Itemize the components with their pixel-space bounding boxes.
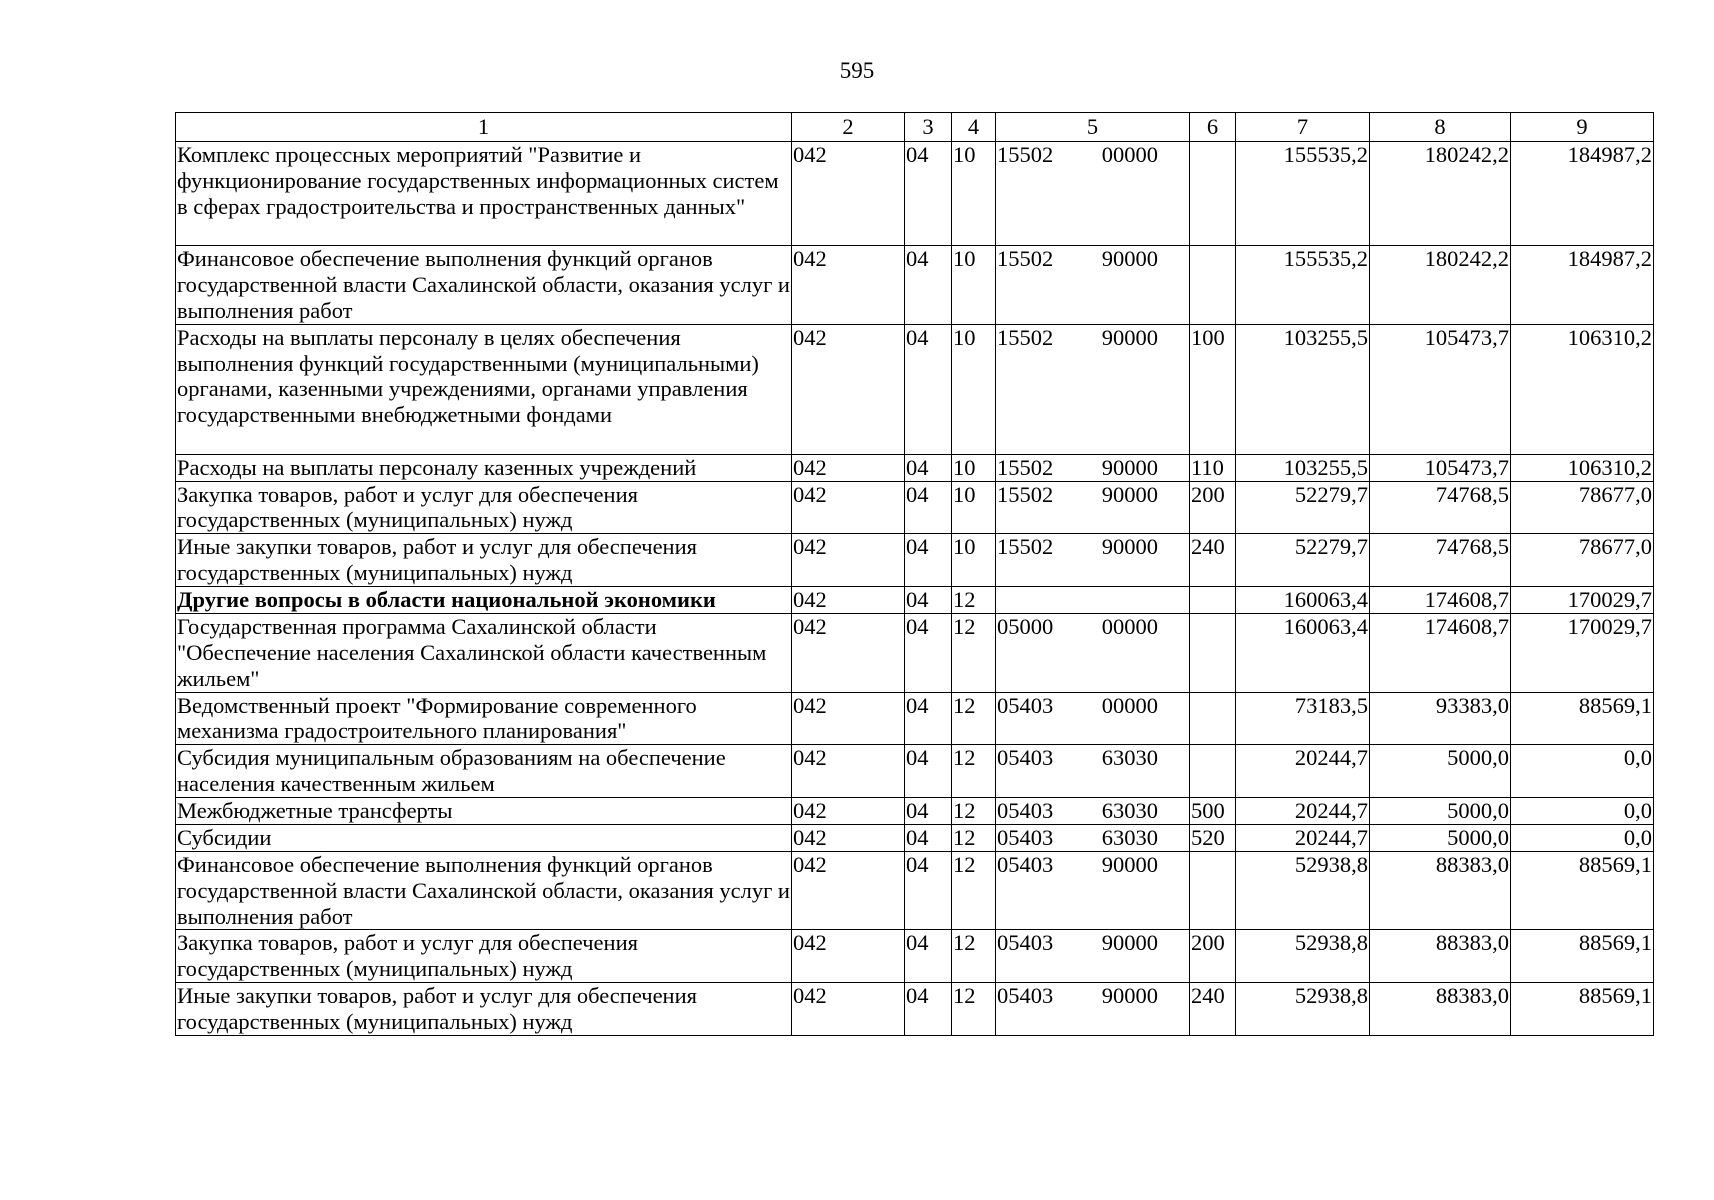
row-code-5-group [997, 693, 1188, 719]
row-code-5-group [997, 482, 1188, 508]
row-code-6: 200 [1190, 930, 1236, 983]
table-row [176, 613, 1654, 692]
row-name: Другие вопросы в области национальной экономики [176, 587, 792, 614]
row-code-3: 04 [905, 851, 952, 930]
row-code-2: 042 [792, 481, 905, 534]
row-code-5 [996, 798, 1190, 825]
row-amount-7: 52938,8 [1236, 930, 1370, 983]
row-name: Расходы на выплаты персоналу казенных учреждений [176, 454, 792, 481]
row-code-6: 520 [1190, 824, 1236, 851]
row-code-6 [1190, 142, 1236, 246]
row-code-3: 04 [905, 324, 952, 454]
table-row [176, 798, 1654, 825]
row-amount-9: 78677,0 [1511, 481, 1654, 534]
row-code-5-direction: 90000 [1101, 851, 1158, 877]
row-code-5-group [997, 325, 1188, 351]
row-amount-8: 174608,7 [1370, 587, 1511, 614]
row-amount-8: 74768,5 [1370, 481, 1511, 534]
table-row [176, 851, 1654, 930]
row-code-5-direction: 63030 [1101, 798, 1158, 823]
row-code-5-program: 05403 [997, 851, 1054, 877]
row-code-5 [996, 246, 1190, 325]
row-code-4: 10 [952, 324, 996, 454]
row-amount-9: 106310,2 [1511, 454, 1654, 481]
row-code-6 [1190, 851, 1236, 930]
page-number: 595 [839, 58, 875, 83]
row-amount-9: 0,0 [1511, 745, 1654, 798]
row-code-4: 12 [952, 613, 996, 692]
row-code-5-program: 05403 [997, 798, 1054, 823]
row-amount-8: 88383,0 [1370, 930, 1511, 983]
row-code-5-direction: 90000 [1101, 930, 1158, 956]
row-code-3: 04 [905, 824, 952, 851]
table-row [176, 983, 1654, 1036]
table-row [176, 692, 1654, 745]
row-code-5-direction: 90000 [1101, 534, 1158, 560]
row-amount-9: 0,0 [1511, 824, 1654, 851]
row-code-5 [996, 142, 1190, 246]
row-name: Межбюджетные трансферты [176, 798, 792, 825]
row-code-3: 04 [905, 983, 952, 1036]
row-code-5 [996, 824, 1190, 851]
header-cell-5: 5 [996, 113, 1190, 142]
table-row [176, 142, 1654, 246]
row-amount-7: 20244,7 [1236, 798, 1370, 825]
row-code-2: 042 [792, 534, 905, 587]
table-body [176, 113, 1654, 1036]
row-code-5 [996, 324, 1190, 454]
row-code-3: 04 [905, 798, 952, 825]
row-code-2: 042 [792, 142, 905, 246]
row-code-6: 240 [1190, 983, 1236, 1036]
row-amount-8: 88383,0 [1370, 851, 1511, 930]
header-row [176, 113, 1654, 142]
row-code-5-direction: 00000 [1101, 142, 1158, 167]
row-code-5-group [997, 983, 1188, 1009]
row-amount-9: 78677,0 [1511, 534, 1654, 587]
row-amount-8: 180242,2 [1370, 142, 1511, 246]
row-code-6 [1190, 613, 1236, 692]
row-amount-8: 74768,5 [1370, 534, 1511, 587]
row-code-5-group [997, 852, 1188, 878]
row-code-5 [996, 692, 1190, 745]
row-code-2: 042 [792, 824, 905, 851]
row-code-5-program: 05403 [997, 745, 1054, 771]
row-name: Субсидии [176, 824, 792, 851]
row-name: Финансовое обеспечение выполнения функций органов государственной власти Сахалинской области, оказания услуг и выполнения работ [177, 851, 790, 929]
row-name: Комплекс процессных мероприятий "Развитие и функционирование государственных информационных систем в сферах градостроительства и пространственных данных" [176, 142, 792, 246]
row-code-3: 04 [905, 587, 952, 614]
row-code-5-program: 15502 [997, 142, 1054, 167]
table-row [176, 454, 1654, 481]
row-amount-9: 88569,1 [1511, 930, 1654, 983]
row-code-5-direction: 90000 [1101, 246, 1158, 271]
row-code-4: 10 [952, 481, 996, 534]
row-name: Ведомственный проект "Формирование современного механизма градостроительного планирования" [176, 692, 792, 745]
row-amount-7: 20244,7 [1236, 824, 1370, 851]
row-code-5-direction: 00000 [1101, 692, 1158, 718]
row-name: Закупка товаров, работ и услуг для обеспечения государственных (муниципальных) нужд [176, 930, 792, 983]
row-amount-7: 103255,5 [1236, 454, 1370, 481]
row-code-5-direction: 63030 [1101, 745, 1158, 771]
row-code-2: 042 [792, 324, 905, 454]
row-code-5-program: 15502 [997, 454, 1054, 480]
row-amount-8: 174608,7 [1370, 613, 1511, 692]
row-amount-8: 5000,0 [1370, 745, 1511, 798]
row-amount-7: 52279,7 [1236, 534, 1370, 587]
row-code-5-group [997, 246, 1188, 272]
row-code-3: 04 [905, 481, 952, 534]
header-cell-1: 1 [176, 113, 792, 142]
table-row [176, 324, 1654, 454]
row-amount-7: 52938,8 [1236, 851, 1370, 930]
row-code-5-direction: 90000 [1101, 983, 1158, 1009]
row-amount-8: 105473,7 [1370, 324, 1511, 454]
row-name: Финансовое обеспечение выполнения функций органов государственной власти Сахалинской области, оказания услуг и выполнения работ [177, 246, 790, 323]
header-cell-4: 4 [952, 113, 996, 142]
row-name: Закупка товаров, работ и услуг для обеспечения государственных (муниципальных) нужд [176, 481, 792, 534]
row-code-5-program: 05403 [997, 692, 1054, 718]
row-code-4: 12 [952, 692, 996, 745]
row-name: Субсидия муниципальным образованиям на обеспечение населения качественным жильем [176, 745, 792, 798]
row-code-5-program: 15502 [997, 534, 1054, 560]
row-amount-7: 73183,5 [1236, 692, 1370, 745]
row-amount-7: 160063,4 [1236, 587, 1370, 614]
row-name: Иные закупки товаров, работ и услуг для обеспечения государственных (муниципальных) нужд [176, 983, 792, 1036]
row-code-6 [1190, 246, 1236, 325]
row-code-4: 10 [952, 142, 996, 246]
row-code-2: 042 [792, 851, 905, 930]
row-code-2: 042 [792, 983, 905, 1036]
row-code-4: 10 [952, 454, 996, 481]
row-amount-9: 0,0 [1511, 798, 1654, 825]
row-code-5-direction: 90000 [1101, 454, 1158, 480]
header-cell-3: 3 [905, 113, 952, 142]
row-amount-9: 170029,7 [1511, 613, 1654, 692]
row-code-5 [996, 454, 1190, 481]
row-code-3: 04 [905, 692, 952, 745]
row-amount-7: 103255,5 [1236, 324, 1370, 454]
row-code-5 [996, 983, 1190, 1036]
row-code-5-program: 15502 [997, 481, 1054, 507]
row-amount-8: 105473,7 [1370, 454, 1511, 481]
row-amount-9: 88569,1 [1511, 983, 1654, 1036]
budget-table [175, 112, 1654, 1036]
row-code-5-direction: 90000 [1101, 324, 1158, 350]
row-code-3: 04 [905, 534, 952, 587]
row-amount-8: 5000,0 [1370, 824, 1511, 851]
row-code-4: 12 [952, 587, 996, 614]
row-amount-9: 170029,7 [1511, 587, 1654, 614]
header-cell-8: 8 [1370, 113, 1511, 142]
row-code-2: 042 [792, 454, 905, 481]
row-code-5-program: 15502 [997, 324, 1054, 350]
row-code-2: 042 [792, 587, 905, 614]
row-code-2: 042 [792, 613, 905, 692]
row-code-6: 110 [1190, 454, 1236, 481]
row-amount-7: 155535,2 [1236, 246, 1370, 325]
row-code-5-direction: 90000 [1101, 481, 1158, 507]
row-code-5 [996, 587, 1190, 614]
row-code-3: 04 [905, 454, 952, 481]
row-code-4: 12 [952, 930, 996, 983]
row-amount-8: 180242,2 [1370, 246, 1511, 325]
row-code-5 [996, 745, 1190, 798]
row-code-6: 240 [1190, 534, 1236, 587]
row-code-3: 04 [905, 930, 952, 983]
row-amount-8: 93383,0 [1370, 692, 1511, 745]
row-code-6 [1190, 745, 1236, 798]
row-amount-7: 52279,7 [1236, 481, 1370, 534]
row-code-6: 100 [1190, 324, 1236, 454]
row-code-5-program: 05403 [997, 824, 1054, 850]
row-code-2: 042 [792, 798, 905, 825]
row-code-4: 12 [952, 745, 996, 798]
row-code-6: 500 [1190, 798, 1236, 825]
row-code-3: 04 [905, 246, 952, 325]
row-amount-7: 52938,8 [1236, 983, 1370, 1036]
row-code-3: 04 [905, 745, 952, 798]
row-code-5 [996, 534, 1190, 587]
row-code-5-group [997, 930, 1188, 956]
row-code-5-direction: 63030 [1101, 824, 1158, 850]
row-code-5-program: 05000 [997, 613, 1054, 639]
row-code-5-direction: 00000 [1101, 613, 1158, 639]
row-code-4: 10 [952, 246, 996, 325]
row-amount-8: 88383,0 [1370, 983, 1511, 1036]
row-code-4: 12 [952, 824, 996, 851]
row-code-2: 042 [792, 246, 905, 325]
row-amount-9: 88569,1 [1511, 851, 1654, 930]
row-code-5 [996, 613, 1190, 692]
row-amount-9: 88569,1 [1511, 692, 1654, 745]
row-amount-7: 20244,7 [1236, 745, 1370, 798]
table-row [176, 534, 1654, 587]
row-code-6 [1190, 587, 1236, 614]
row-code-5-program: 15502 [997, 246, 1054, 271]
row-code-5-group [997, 142, 1188, 168]
row-amount-9: 184987,2 [1511, 246, 1654, 325]
header-cell-2: 2 [792, 113, 905, 142]
row-code-2: 042 [792, 745, 905, 798]
row-code-5-program: 05403 [997, 930, 1054, 956]
row-amount-9: 106310,2 [1511, 324, 1654, 454]
row-amount-7: 160063,4 [1236, 613, 1370, 692]
row-code-5 [996, 930, 1190, 983]
row-code-5-group [997, 455, 1188, 481]
table-row [176, 481, 1654, 534]
row-code-2: 042 [792, 692, 905, 745]
row-code-5 [996, 481, 1190, 534]
header-cell-9: 9 [1511, 113, 1654, 142]
row-code-5-group [997, 798, 1188, 824]
table-row [176, 824, 1654, 851]
row-code-5-group [997, 534, 1188, 560]
row-code-4: 12 [952, 851, 996, 930]
row-name: Иные закупки товаров, работ и услуг для обеспечения государственных (муниципальных) нужд [176, 534, 792, 587]
row-code-4: 12 [952, 983, 996, 1036]
row-name: Расходы на выплаты персоналу в целях обеспечения выполнения функций государственными (муниципальными) органами, казенными учреждениями, органами управления государственными внебюджетными фондами [176, 324, 792, 454]
row-code-5 [996, 851, 1190, 930]
row-code-5-group [997, 614, 1188, 640]
row-code-4: 12 [952, 798, 996, 825]
row-code-2: 042 [792, 930, 905, 983]
row-code-4: 10 [952, 534, 996, 587]
header-cell-6: 6 [1190, 113, 1236, 142]
table-row [176, 930, 1654, 983]
row-code-3: 04 [905, 142, 952, 246]
row-amount-9: 184987,2 [1511, 142, 1654, 246]
row-code-5-group [997, 825, 1188, 851]
table-row [176, 745, 1654, 798]
table-row [176, 587, 1654, 614]
row-code-6: 200 [1190, 481, 1236, 534]
row-code-6 [1190, 692, 1236, 745]
row-code-3: 04 [905, 613, 952, 692]
row-name: Государственная программа Сахалинской области "Обеспечение населения Сахалинской области качественным жильем" [176, 613, 792, 692]
table-row [176, 246, 1654, 325]
row-amount-8: 5000,0 [1370, 798, 1511, 825]
header-cell-7: 7 [1236, 113, 1370, 142]
row-amount-7: 155535,2 [1236, 142, 1370, 246]
row-code-5-group [997, 745, 1188, 771]
row-code-5-program: 05403 [997, 983, 1054, 1009]
